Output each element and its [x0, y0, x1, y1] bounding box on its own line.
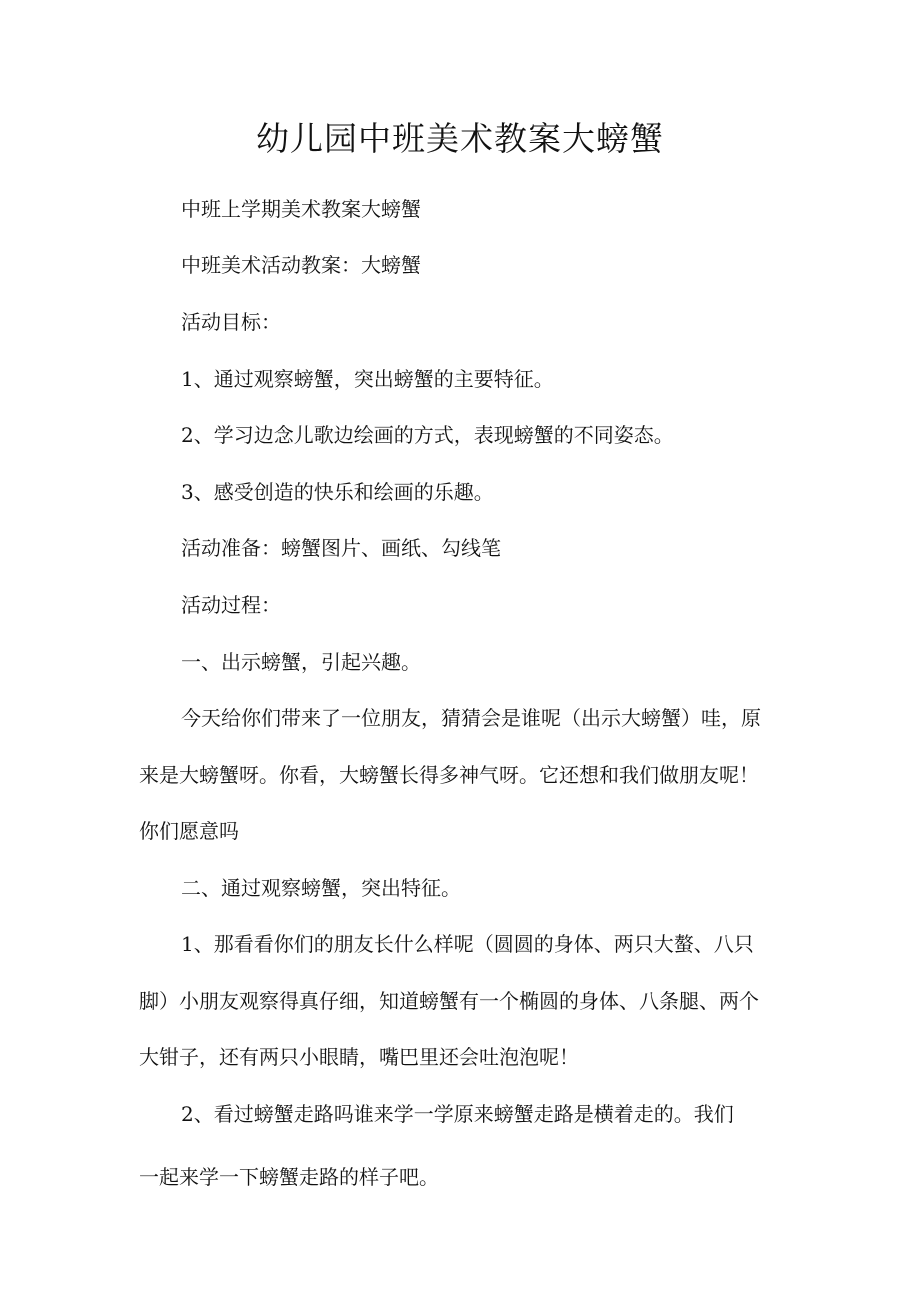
paragraph-line: 脚）小朋友观察得真仔细，知道螃蟹有一个椭圆的身体、八条腿、两个 [139, 989, 759, 1013]
paragraph-line: 你们愿意吗 [139, 819, 239, 843]
paragraph-line: 大钳子，还有两只小眼睛，嘴巴里还会吐泡泡呢！ [139, 1045, 579, 1069]
goal-item-2: 2、学习边念儿歌边绘画的方式，表现螃蟹的不同姿态。 [181, 423, 674, 447]
section-heading-process: 活动过程： [181, 593, 281, 617]
paragraph-line: 来是大螃蟹呀。你看，大螃蟹长得多神气呀。它还想和我们做朋友呢！ [139, 763, 759, 787]
goal-item-3: 3、感受创造的快乐和绘画的乐趣。 [181, 480, 494, 504]
document-title: 幼儿园中班美术教案大螃蟹 [256, 119, 664, 158]
paragraph-line: 一起来学一下螃蟹走路的样子吧。 [139, 1165, 439, 1189]
paragraph-line: 1、那看看你们的朋友长什么样呢（圆圆的身体、两只大螯、八只 [181, 932, 754, 956]
goal-item-1: 1、通过观察螃蟹，突出螃蟹的主要特征。 [181, 367, 554, 391]
paragraph-line: 今天给你们带来了一位朋友，猜猜会是谁呢（出示大螃蟹）哇，原 [181, 706, 761, 730]
process-step-2-heading: 二、通过观察螃蟹，突出特征。 [181, 876, 461, 900]
preparation-line: 活动准备：螃蟹图片、画纸、勾线笔 [181, 536, 501, 560]
activity-plan-line: 中班美术活动教案：大螃蟹 [181, 253, 421, 277]
paragraph-line: 2、看过螃蟹走路吗谁来学一学原来螃蟹走路是横着走的。我们 [181, 1102, 734, 1126]
process-step-1-heading: 一、出示螃蟹，引起兴趣。 [181, 650, 421, 674]
section-heading-goals: 活动目标： [181, 310, 281, 334]
subtitle-line: 中班上学期美术教案大螃蟹 [181, 197, 421, 221]
